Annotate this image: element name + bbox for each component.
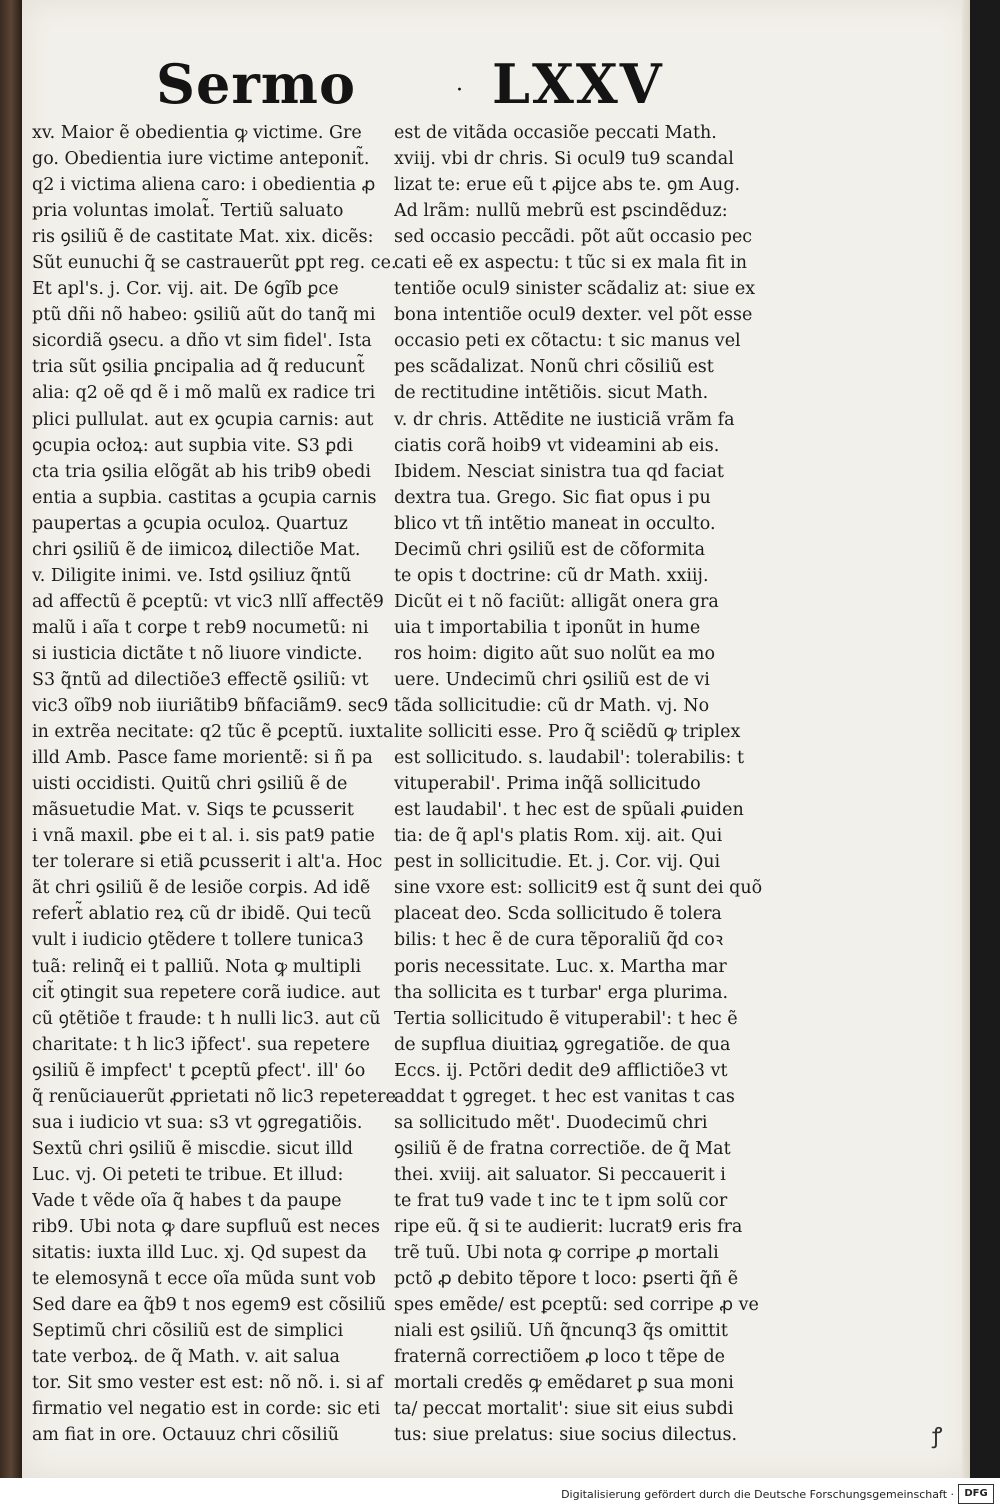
text-line: vult i iudicio ꝯtẽdere t tollere tunica3 [32, 930, 364, 951]
text-line: pes scãdalizat. Nonũ chri cõsiliũ est [394, 357, 714, 378]
text-line: v. Diligite inimi. ve. Istd ꝯsiliuz q̃ntũ [32, 565, 352, 586]
header-separator: · [456, 78, 463, 103]
text-line: sed occasio peccãdi. põt aũt occasio pec [394, 227, 753, 248]
text-line: ciatis corã hoib9 vt videamini ab eis. [394, 435, 720, 456]
text-line: ripe eũ. q̃ si te audierit: lucrat9 eris fra [394, 1216, 743, 1237]
text-line: cati eẽ ex aspectu: t tũc si ex mala fit in [394, 253, 747, 274]
text-line: go. Obedientia iure victime anteponit̃. [32, 149, 370, 170]
text-line: firmatio vel negatio est in corde: sic eti [32, 1399, 381, 1420]
text-line: tus: siue prelatus: siue socius dilectus. [394, 1425, 738, 1446]
text-line: tate verboꝝ. de q̃ Math. v. ait salua [32, 1347, 340, 1368]
text-line: mãsuetudie Mat. v. Siqs te ꝑcusserit [32, 800, 354, 821]
text-line: sa sollicitudo mẽt'. Duodecimũ chri [394, 1112, 708, 1133]
funding-credit: Digitalisierung gefördert durch die Deutsche Forschungsgemeinschaft · [561, 1488, 954, 1501]
text-line: niali est ꝯsiliũ. Uñ q̃ncunq3 q̃s omittit [394, 1321, 728, 1342]
text-line: xviij. vbi dr chris. Si ocul9 tu9 scandal [394, 149, 734, 170]
text-line: addat t ꝯgreget. t hec est vanitas t cas [394, 1086, 735, 1107]
text-line: pctõ ꝓ debito tẽpore t loco: ꝑserti q̃ñ ẽ [394, 1269, 739, 1290]
text-line: te elemosynã t ecce oĩa mũda sunt vob [32, 1269, 376, 1290]
text-line: ros hoim: digito aũt suo nolũt ea mo [394, 643, 716, 664]
text-line: q̃ renũciauerũt ꝓprietati nõ lic3 repetere [32, 1086, 396, 1107]
text-line: Dicũt ei t nõ faciũt: alligãt onera gra [394, 591, 719, 612]
page-edge [962, 0, 970, 1478]
text-line: Sed dare ea q̃b9 t nos egem9 est cõsiliũ [32, 1295, 386, 1316]
margin-mark: ꝭ [932, 1424, 943, 1449]
text-line: placeat deo. Scda sollicitudo ẽ tolera [394, 904, 722, 925]
text-line: tia: de q̃ apl's platis Rom. xij. ait. Qui [394, 826, 723, 847]
text-line: tentiõe ocul9 sinister scãdaliz at: siue ex [394, 279, 756, 300]
text-line: ꝯsiliũ ẽ de fratna correctiõe. de q̃ Mat [394, 1138, 731, 1159]
text-line: refert̃ ablatio reꝝ cũ dr ibidẽ. Qui tecũ [32, 904, 372, 925]
text-line: tor. Sit smo vester est est: nõ nõ. i. si af [32, 1373, 384, 1394]
text-line: ꝯcupia ocłoꝝ: aut supbia vite. S3 ꝑdi [32, 435, 354, 456]
text-line: uisti occidisti. Quitũ chri ꝯsiliũ ẽ de [32, 774, 348, 795]
running-title: Sermo [156, 52, 356, 116]
text-line: uia t importabilia t iponũt in hume [394, 617, 701, 638]
text-line: S3 q̃ntũ ad dilectiõe3 effectẽ ꝯsiliũ: vt [32, 669, 369, 690]
text-line: de rectitudine intẽtiõis. sicut Math. [394, 383, 709, 404]
text-line: si iusticia dictãte t nõ liuore vindicte. [32, 643, 363, 664]
text-line: entia a supbia. castitas a ꝯcupia carnis [32, 487, 377, 508]
folio-number: LXXV [492, 52, 664, 116]
text-line: est laudabil'. t hec est de spũali ꝓuiden [394, 800, 744, 821]
text-line: thei. xviij. ait saluator. Si peccauerit i [394, 1164, 726, 1185]
text-line: ad affectũ ẽ ꝑceptũ: vt vic3 nllĩ affectẽ9 [32, 591, 384, 612]
text-line: trẽ tuũ. Ubi nota ꝙ corripe ꝓ mortali [394, 1243, 719, 1264]
text-line: est sollicitudo. s. laudabil': tolerabilis: t [394, 748, 744, 769]
text-line: ta/ peccat mortalit': siue sit eius subdi [394, 1399, 734, 1420]
text-line: v. dr chris. Attẽdite ne iusticiã vrãm fa [394, 409, 735, 430]
text-line: Sũt eunuchi q̃ se castrauerũt ꝑpt reg. ce. [32, 253, 397, 274]
text-line: in extrẽa necitate: q2 tũc ẽ ꝑceptũ. iuxta [32, 722, 394, 743]
text-line: sine vxore est: sollicit9 est q̃ sunt dei quõ [394, 878, 763, 899]
text-line: xv. Maior ẽ obedientia ꝙ victime. Gre [32, 123, 362, 143]
text-line: fraternã correctiõem ꝓ loco t tẽpe de [394, 1347, 726, 1368]
text-line: q2 i victima aliena caro: i obedientia ꝓ [32, 175, 376, 196]
text-line: cũ ꝯtẽtiõe t fraude: t h nulli lic3. aut cũ [32, 1008, 381, 1029]
text-line: paupertas a ꝯcupia oculoꝝ. Quartuz [32, 513, 348, 534]
dfg-logo: DFG [958, 1484, 994, 1504]
text-line: pria voluntas imolat̃. Tertiũ saluato [32, 201, 344, 222]
text-line: Ad lrãm: nullũ mebrũ est ꝑscindẽduz: [394, 201, 728, 222]
text-line: uere. Undecimũ chri ꝯsiliũ est de vi [394, 669, 710, 690]
text-column-right [394, 120, 789, 1448]
text-line: Vade t vẽde oĩa q̃ habes t da paupe [32, 1190, 342, 1211]
text-line: ptũ dñi nõ habeo: ꝯsiliũ aũt do tanq̃ mi [32, 305, 376, 326]
text-line: alia: q2 oẽ qd ẽ i mõ malũ ex radice tri [32, 383, 376, 404]
text-line: rib9. Ubi nota ꝙ dare supfluũ est neces [32, 1216, 380, 1237]
text-column-left [32, 120, 404, 1448]
text-line: Luc. vj. Oi peteti te tribue. Et illud: [32, 1164, 344, 1185]
text-line: dextra tua. Grego. Sic fiat opus i pu [394, 487, 711, 508]
text-line: te opis t doctrine: cũ dr Math. xxiij. [394, 565, 709, 586]
text-line: ter tolerare si etiã ꝑcusserit i alt'a. Hoc [32, 852, 383, 873]
text-line: pest in sollicitudie. Et. j. Cor. vij. Qui [394, 852, 721, 873]
text-line: vituperabil'. Prima inq̃ã sollicitudo [394, 774, 701, 795]
text-line: malũ i aĩa t corꝑe t reb9 nocumetũ: ni [32, 617, 369, 638]
text-line: sicordiã ꝯsecu. a dño vt sim fidel'. Ista [32, 331, 372, 352]
text-line: ris ꝯsiliũ ẽ de castitate Mat. xix. dicẽs: [32, 227, 374, 248]
text-line: tuã: relinq̃ ei t palliũ. Nota ꝙ multipli [32, 956, 362, 977]
book-binding [0, 0, 22, 1508]
text-line: Sextũ chri ꝯsiliũ ẽ miscdie. sicut illd [32, 1138, 353, 1159]
text-line: mortali credẽs ꝙ emẽdaret ꝑ sua moni [394, 1373, 734, 1394]
text-line: ꝯsiliũ ẽ impfect' t ꝑceptũ ꝑfect'. ill' ỽo [32, 1060, 366, 1081]
text-line: spes emẽde/ est ꝑceptũ: sed corripe ꝓ ve [394, 1295, 759, 1316]
text-line: charitate: t h lic3 ip̃fect'. sua repetere [32, 1034, 370, 1055]
text-line: blico vt tñ intẽtio maneat in occulto. [394, 513, 716, 534]
text-line: Et apl's. j. Cor. vij. ait. De ỽgĩb ꝑce [32, 279, 339, 300]
text-line: de supflua diuitiaꝝ ꝯgregatiõe. de qua [394, 1034, 731, 1055]
text-line: chri ꝯsiliũ ẽ de iimicoꝝ dilectiõe Mat. [32, 539, 361, 560]
text-line: tãda sollicitudie: cũ dr Math. vj. No [394, 696, 710, 717]
text-line: plici pullulat. aut ex ꝯcupia carnis: aut [32, 409, 374, 430]
text-line: tria sũt ꝯsilia ꝑncipalia ad q̃ reducunt̃ [32, 357, 365, 378]
text-line: cit̃ ꝯtingit sua repetere corã iudice. aut [32, 982, 381, 1003]
text-line: ãt chri ꝯsiliũ ẽ de lesiõe corꝑis. Ad idẽ [32, 878, 371, 899]
text-line: Eccs. ij. Pctõri dedit de9 afflictiõe3 vt [394, 1060, 728, 1081]
book-page [22, 0, 970, 1478]
text-line: bilis: t hec ẽ de cura tẽporaliũ q̃d coꝛ [394, 930, 724, 951]
text-line: tha sollicita es t turbar' erga plurima. [394, 982, 729, 1003]
text-line: sua i iudicio vt sua: s3 vt ꝯgregatiõis. [32, 1112, 363, 1133]
text-line: i vnã maxil. ꝑbe ei t al. i. sis pat9 patie [32, 826, 375, 847]
text-line: bona intentiõe ocul9 dexter. vel põt esse [394, 305, 753, 326]
text-line: Tertia sollicitudo ẽ vituperabil': t hec ẽ [394, 1008, 738, 1029]
text-line: Ibidem. Nesciat sinistra tua qd faciat [394, 461, 724, 482]
text-line: Decimũ chri ꝯsiliũ est de cõformita [394, 539, 706, 560]
text-line: poris necessitate. Luc. x. Martha mar [394, 956, 727, 977]
text-line: sitatis: iuxta illd Luc. xj. Qd supest da [32, 1243, 367, 1264]
text-line: illd Amb. Pasce fame morientẽ: si ñ pa [32, 748, 373, 769]
text-line: lizat te: erue eũ t ꝓijce abs te. ꝯm Aug. [394, 175, 741, 196]
text-line: lite solliciti esse. Pro q̃ sciẽdũ ꝙ triplex [394, 722, 741, 743]
text-line: occasio peti ex cõtactu: t sic manus vel [394, 331, 741, 352]
digitization-footer [0, 1478, 1000, 1508]
text-line: Septimũ chri cõsiliũ est de simplici [32, 1321, 344, 1342]
text-line: te frat tu9 vade t inc te t ipm solũ cor [394, 1190, 728, 1211]
text-line: am fiat in ore. Octauuz chri cõsiliũ [32, 1425, 340, 1446]
text-line: cta tria ꝯsilia elõgãt ab his trib9 obedi [32, 461, 371, 482]
text-line: est de vitãda occasiõe peccati Math. [394, 123, 717, 143]
text-line: vic3 oĩb9 nob iiuriãtib9 bñfaciãm9. sec9 [32, 696, 389, 717]
